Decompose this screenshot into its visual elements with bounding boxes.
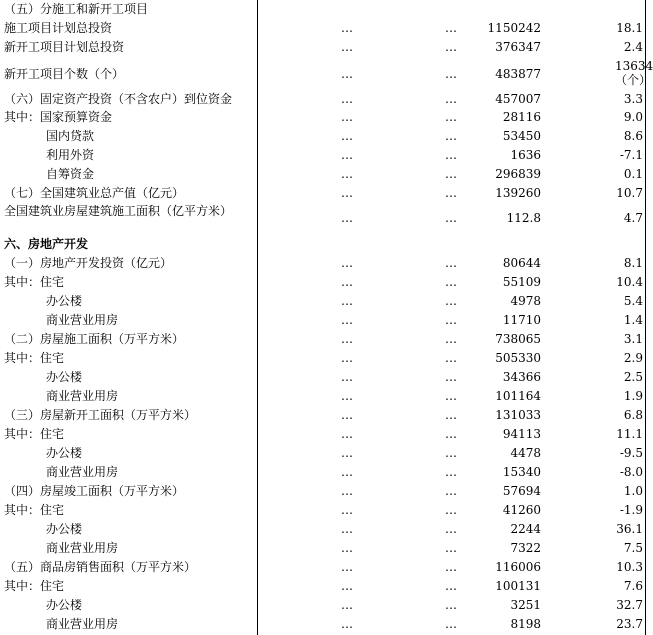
ellipsis-cell: …: [341, 167, 353, 181]
growth-cell: 1.9: [623, 389, 643, 403]
growth-cell: 11.1: [616, 427, 643, 441]
growth-cell: 3.1: [623, 332, 643, 346]
ellipsis-cell: …: [445, 465, 457, 479]
ellipsis-cell: …: [341, 598, 353, 612]
ellipsis-cell: …: [341, 186, 353, 200]
growth-cell: 23.7: [616, 617, 643, 631]
ellipsis-cell: …: [341, 560, 353, 574]
growth-cell: -9.5: [619, 446, 643, 460]
value-cell: 139260: [495, 186, 541, 200]
value-cell: 4978: [510, 294, 541, 308]
ellipsis-cell: …: [445, 211, 457, 225]
ellipsis-cell: …: [445, 541, 457, 555]
row-label: （三）房屋新开工面积（万平方米）: [4, 408, 197, 422]
ellipsis-cell: …: [445, 256, 457, 270]
value-cell: 457007: [495, 92, 541, 106]
ellipsis-cell: …: [341, 211, 353, 225]
row-label: （一）房地产开发投资（亿元）: [4, 256, 173, 270]
ellipsis-cell: …: [445, 129, 457, 143]
ellipsis-cell: …: [341, 92, 353, 106]
ellipsis-cell: …: [341, 256, 353, 270]
ellipsis-cell: …: [445, 351, 457, 365]
ellipsis-cell: …: [445, 503, 457, 517]
row-label: 施工项目计划总投资: [4, 21, 113, 35]
growth-cell: 3.3: [623, 92, 643, 106]
row-label: （二）房屋施工面积（万平方米）: [4, 332, 185, 346]
ellipsis-cell: …: [445, 92, 457, 106]
row-label: （七）全国建筑业总产值（亿元）: [4, 186, 185, 200]
value-cell: 57694: [502, 484, 541, 498]
growth-cell: 2.5: [623, 370, 643, 384]
row-label: 利用外资: [46, 148, 95, 162]
row-label: 新开工项目个数（个）: [4, 67, 125, 81]
value-cell: 11710: [502, 313, 541, 327]
growth-cell: 10.7: [616, 186, 643, 200]
value-cell: 2244: [510, 522, 541, 536]
growth-cell: 18.1: [616, 21, 643, 35]
growth-cell: 10.4: [616, 275, 643, 289]
value-cell: 34366: [502, 370, 541, 384]
ellipsis-cell: …: [341, 313, 353, 327]
ellipsis-cell: …: [445, 579, 457, 593]
growth-cell: 1.4: [623, 313, 643, 327]
value-cell: 3251: [510, 598, 541, 612]
value-cell: 53450: [502, 129, 541, 143]
growth-cell: 9.0: [623, 110, 643, 124]
ellipsis-cell: …: [341, 446, 353, 460]
ellipsis-cell: …: [341, 484, 353, 498]
growth-cell: -8.0: [619, 465, 643, 479]
value-cell: 483877: [495, 67, 541, 81]
growth-cell: 2.4: [623, 40, 643, 54]
ellipsis-cell: …: [341, 148, 353, 162]
value-cell: 8198: [510, 617, 541, 631]
ellipsis-cell: …: [341, 522, 353, 536]
ellipsis-cell: …: [445, 598, 457, 612]
ellipsis-cell: …: [445, 186, 457, 200]
value-cell: 505330: [495, 351, 541, 365]
row-label: 商业营业用房: [46, 541, 119, 555]
value-cell: 28116: [502, 110, 541, 124]
ellipsis-cell: …: [341, 21, 353, 35]
value-cell: 131033: [495, 408, 541, 422]
ellipsis-cell: …: [341, 332, 353, 346]
ellipsis-cell: …: [341, 541, 353, 555]
ellipsis-cell: …: [341, 370, 353, 384]
row-label: 办公楼: [46, 370, 83, 384]
ellipsis-cell: …: [445, 313, 457, 327]
growth-cell: 10.3: [616, 560, 643, 574]
ellipsis-cell: …: [445, 560, 457, 574]
ellipsis-cell: …: [445, 408, 457, 422]
ellipsis-cell: …: [341, 67, 353, 81]
value-cell: 376347: [495, 40, 541, 54]
ellipsis-cell: …: [341, 617, 353, 631]
column-divider: [257, 0, 258, 635]
ellipsis-cell: …: [445, 294, 457, 308]
row-label: 办公楼: [46, 294, 83, 308]
value-cell: 296839: [495, 167, 541, 181]
ellipsis-cell: …: [445, 40, 457, 54]
growth-cell: 13634（个）: [615, 59, 653, 87]
row-label: 其中：住宅: [4, 351, 65, 365]
ellipsis-cell: …: [445, 148, 457, 162]
ellipsis-cell: …: [445, 21, 457, 35]
growth-cell: -7.1: [619, 148, 643, 162]
ellipsis-cell: …: [341, 465, 353, 479]
growth-cell: 2.9: [623, 351, 643, 365]
ellipsis-cell: …: [341, 351, 353, 365]
value-cell: 738065: [495, 332, 541, 346]
row-label: 新开工项目计划总投资: [4, 40, 125, 54]
ellipsis-cell: …: [341, 408, 353, 422]
value-cell: 112.8: [506, 211, 541, 225]
ellipsis-cell: …: [341, 427, 353, 441]
row-label: （五）分施工和新开工项目: [4, 2, 149, 16]
growth-cell: 1.0: [623, 484, 643, 498]
growth-cell: 7.6: [623, 579, 643, 593]
ellipsis-cell: …: [445, 275, 457, 289]
row-label: （五）商品房销售面积（万平方米）: [4, 560, 197, 574]
row-label: 自筹资金: [46, 167, 95, 181]
row-label: 商业营业用房: [46, 465, 119, 479]
ellipsis-cell: …: [341, 294, 353, 308]
ellipsis-cell: …: [341, 129, 353, 143]
row-label: 商业营业用房: [46, 389, 119, 403]
row-label: 商业营业用房: [46, 617, 119, 631]
growth-cell: 5.4: [623, 294, 643, 308]
value-cell: 4478: [510, 446, 541, 460]
growth-cell: 7.5: [623, 541, 643, 555]
growth-cell: 32.7: [616, 598, 643, 612]
ellipsis-cell: …: [445, 617, 457, 631]
ellipsis-cell: …: [445, 370, 457, 384]
ellipsis-cell: …: [341, 275, 353, 289]
growth-cell: 4.7: [623, 211, 643, 225]
table-row: [0, 59, 653, 91]
ellipsis-cell: …: [445, 67, 457, 81]
row-label: 其中：住宅: [4, 275, 65, 289]
row-label: 国内贷款: [46, 129, 95, 143]
ellipsis-cell: …: [341, 389, 353, 403]
ellipsis-cell: …: [341, 503, 353, 517]
value-cell: 94113: [502, 427, 541, 441]
ellipsis-cell: …: [341, 40, 353, 54]
growth-cell: 6.8: [623, 408, 643, 422]
section-heading: 六、房地产开发: [4, 237, 89, 251]
row-label: 全国建筑业房屋建筑施工面积（亿平方米）: [4, 204, 233, 218]
value-cell: 1636: [510, 148, 541, 162]
row-label: 办公楼: [46, 446, 83, 460]
column-divider: [645, 0, 646, 635]
ellipsis-cell: …: [341, 579, 353, 593]
value-cell: 1150242: [487, 21, 541, 35]
ellipsis-cell: …: [445, 110, 457, 124]
value-cell: 80644: [502, 256, 541, 270]
row-label: （六）固定资产投资（不含农户）到位资金: [4, 92, 233, 106]
row-label: 其中：住宅: [4, 427, 65, 441]
value-cell: 55109: [502, 275, 541, 289]
value-cell: 101164: [495, 389, 541, 403]
row-label: 办公楼: [46, 598, 83, 612]
ellipsis-cell: …: [445, 484, 457, 498]
ellipsis-cell: …: [445, 389, 457, 403]
row-label: 商业营业用房: [46, 313, 119, 327]
ellipsis-cell: …: [445, 427, 457, 441]
row-label: （四）房屋竣工面积（万平方米）: [4, 484, 185, 498]
value-cell: 15340: [502, 465, 541, 479]
row-label: 其中：住宅: [4, 503, 65, 517]
table-row: [0, 204, 649, 234]
row-label: 其中：住宅: [4, 579, 65, 593]
ellipsis-cell: …: [445, 332, 457, 346]
ellipsis-cell: …: [445, 446, 457, 460]
ellipsis-cell: …: [341, 110, 353, 124]
growth-cell: 8.1: [623, 256, 643, 270]
ellipsis-cell: …: [445, 167, 457, 181]
growth-cell: 8.6: [623, 129, 643, 143]
ellipsis-cell: …: [445, 522, 457, 536]
value-cell: 7322: [510, 541, 541, 555]
row-label: 办公楼: [46, 522, 83, 536]
growth-cell: -1.9: [619, 503, 643, 517]
growth-cell: 0.1: [623, 167, 643, 181]
value-cell: 41260: [502, 503, 541, 517]
value-cell: 116006: [495, 560, 541, 574]
row-label: 其中：国家预算资金: [4, 110, 113, 124]
growth-cell: 36.1: [616, 522, 643, 536]
value-cell: 100131: [495, 579, 541, 593]
